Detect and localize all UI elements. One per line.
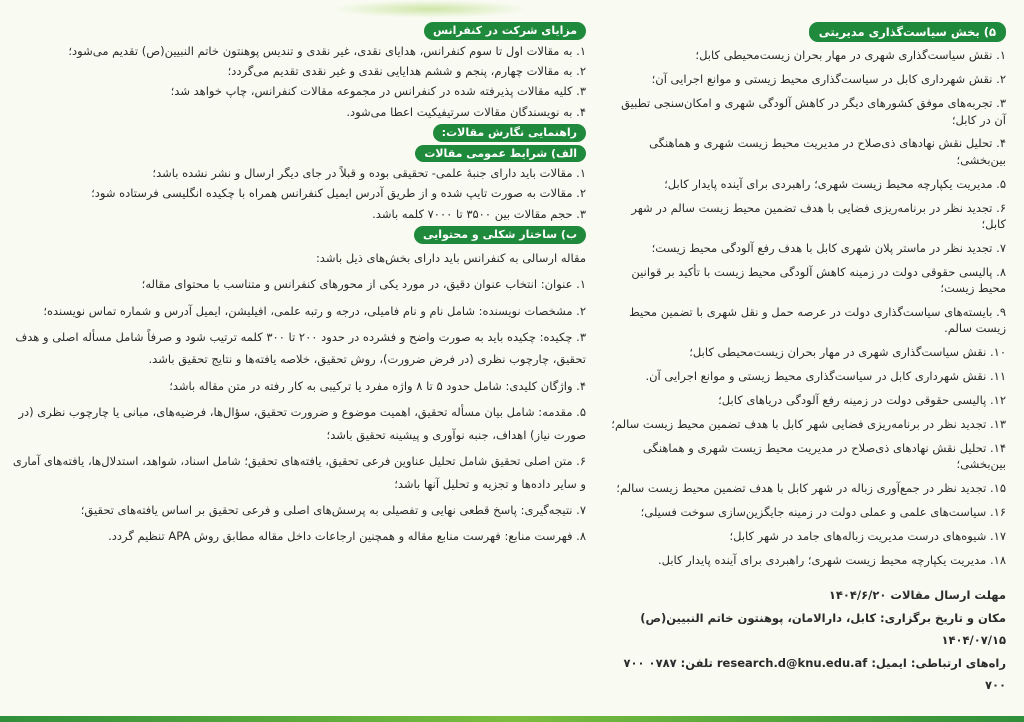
structure-list bbox=[12, 247, 586, 548]
list-item: ۷. تجدید نظر در ماستر پلان شهری کابل با هدف رفع آلودگی محیط زیست؛ bbox=[651, 240, 1006, 255]
list-item: ۳. کلیه مقالات پذیرفته شده در کنفرانس در مجموعه مقالات کنفرانس، چاپ خواهد شد؛ bbox=[170, 84, 586, 99]
bottom-accent-bar bbox=[0, 716, 1024, 722]
list-item: ۱. عنوان: انتخاب عنوان دقیق، در مورد یکی از محورهای کنفرانس و متناسب با محتوای مقاله؛ bbox=[141, 277, 586, 292]
structure-title: ب) ساختار شکلی و محتوایی bbox=[414, 226, 586, 244]
structure-intro: مقاله ارسالی به کنفرانس باید دارای بخش‌های ذیل باشد: bbox=[315, 250, 586, 265]
venue-and-date: مکان و تاریخ برگزاری: کابل، دارالامان، پوهنتون خاتم النبیین(ص) ۱۴۰۴/۰۷/۱۵ bbox=[640, 610, 1006, 648]
list-item: ۲. مقالات به صورت تایپ شده و از طریق آدرس ایمیل کنفرانس همراه با چکیده انگلیسی فرستاده شود؛ bbox=[91, 186, 586, 201]
list-item: ۱۷. شیوه‌های درست مدیریت زباله‌های جامد در شهر کابل؛ bbox=[729, 529, 1006, 544]
list-item: ۱۰. نقش سیاست‌گذاری شهری در مهار بحران زیست‌محیطی کابل؛ bbox=[689, 345, 1006, 360]
list-item: ۴. به نویسندگان مقالات سرتیفیکیت اعطا می‌شود. bbox=[346, 104, 586, 119]
list-item: ۴. تحلیل نقش نهادهای ذی‌صلاح در مدیریت محیط زیست شهری و هماهنگی بین‌بخشی؛ bbox=[649, 136, 1006, 167]
list-item: ۲. به مقالات چهارم، پنجم و ششم هدایایی نقدی و غیر نقدی تقدیم می‌گردد؛ bbox=[227, 63, 586, 78]
list-item: ۱۴. تحلیل نقش نهادهای ذی‌صلاح در مدیریت محیط زیست شهری و هماهنگی بین‌بخشی؛ bbox=[642, 440, 1006, 472]
phone-number: تلفن: ۰۷۸۷ ۷۰۰ ۷۰۰ bbox=[623, 655, 1006, 692]
list-item: ۷. نتیجه‌گیری: پاسخ قطعی نهایی و تفصیلی به پرسش‌های اصلی و فرعی تحقیق بر اساس یافته‌های تحقیق؛ bbox=[80, 502, 586, 517]
benefits-title: مزایای شرکت در کنفرانس bbox=[424, 22, 586, 40]
list-item: ۴. واژگان کلیدی: شامل حدود ۵ تا ۸ واژه مفرد یا ترکیبی به کار رفته در متن مقاله باشد؛ bbox=[169, 378, 586, 393]
email-link[interactable]: research.d@knu.edu.af bbox=[716, 655, 868, 670]
list-item: ۳. حجم مقالات بین ۳۵۰۰ تا ۷۰۰۰ کلمه باشد. bbox=[372, 206, 586, 221]
policy-topics-list bbox=[608, 47, 1006, 568]
submission-deadline: مهلت ارسال مقالات ۱۴۰۴/۶/۲۰ bbox=[828, 588, 1006, 603]
list-item: ۸. فهرست منابع: فهرست منابع مقاله و همچنین ارجاعات داخل مقاله مطابق روش APA تنظیم گردد. bbox=[108, 529, 586, 544]
list-item: ۱۳. تجدید نظر در برنامه‌ریزی فضایی شهر کابل با هدف تضمین محیط زیست سالم؛ bbox=[611, 417, 1006, 432]
list-item: ۱۸. مدیریت یکپارچه محیط زیست شهری؛ راهبردی برای آینده پایدار کابل. bbox=[657, 552, 1006, 567]
list-item: ۱. به مقالات اول تا سوم کنفرانس، هدایای نقدی، غیر نقدی و تندیس پوهنتون خاتم النبیین(ص) تقدیم می‌شود؛ bbox=[68, 43, 586, 58]
benefits-list bbox=[12, 43, 586, 120]
list-item: ۵. مدیریت یکپارچه محیط زیست شهری؛ راهبردی برای آینده پایدار کابل؛ bbox=[664, 176, 1006, 191]
writing-guide-title: راهنمایی نگارش مقالات: bbox=[433, 124, 586, 142]
general-conditions-title: الف) شرایط عمومی مقالات bbox=[415, 145, 586, 163]
list-item: ۱. مقالات باید دارای جنبهٔ علمی- تحقیقی بوده و قبلاً در جای دیگر ارسال و نشر نشده باشد؛ bbox=[152, 166, 586, 181]
list-item: ۸. پالیسی حقوقی دولت در زمینه کاهش آلودگی محیط زیست با تأکید بر قوانین محیط زیست؛ bbox=[631, 264, 1006, 296]
list-item: ۱۶. سیاست‌های علمی و عملی دولت در زمینه جایگزین‌سازی سوخت فسیلی؛ bbox=[640, 505, 1006, 520]
submission-guide bbox=[12, 22, 586, 552]
contact-label: راه‌های ارتباطی: ایمیل: bbox=[871, 655, 1006, 670]
list-item: ۲. مشخصات نویسنده: شامل نام و نام فامیلی، درجه و رتبه علمی، افیلیشن، ایمیل آدرس و شماره تماس نویسنده؛ bbox=[43, 303, 586, 318]
list-item: ۵. مقدمه: شامل بیان مسأله تحقیق، اهمیت موضوع و ضرورت تحقیق، سؤال‌ها، فرضیه‌های، مبانی یا چارچوب نظری (در صورت نیاز) اهداف، جنبه نوآوری و پیشینه تحقیق باشد؛ bbox=[18, 405, 586, 442]
list-item: ۶. متن اصلی تحقیق شامل تحلیل عناوین فرعی تحقیق، یافته‌های تحقیق؛ شامل اسناد، شواهد، استدلال‌ها، یافته‌های آماری و سایر داده‌ها و تجزیه و تحلیل آنها باشد؛ bbox=[12, 454, 586, 491]
general-conditions-list bbox=[12, 165, 586, 222]
contact-info bbox=[608, 652, 1006, 697]
top-leaf-decoration bbox=[330, 0, 530, 18]
list-item: ۳. چکیده: چکیده باید به صورت واضح و فشرده در حدود ۲۰۰ تا ۳۰۰ کلمه ترتیب شود و صرفاً شامل مسأله اصلی و هدف تحقیق، چارچوب نظری (در فرض ضرورت)، روش تحقیق، خلاصه یافته‌ها و نتایج تحقیق باشد. bbox=[15, 330, 586, 367]
list-item: ۳. تجربه‌های موفق کشورهای دیگر در کاهش آلودگی شهری و امکان‌سنجی تطبیق آن در کابل؛ bbox=[621, 96, 1006, 127]
list-item: ۱۵. تجدید نظر در جمع‌آوری زباله در شهر کابل با هدف تضمین محیط زیست سالم؛ bbox=[616, 481, 1006, 496]
event-info bbox=[608, 584, 1006, 696]
list-item: ۹. بایسته‌های سیاست‌گذاری دولت در عرصه حمل و نقل شهری با تضمین محیط زیست سالم. bbox=[629, 305, 1006, 336]
list-item: ۱۱. نقش شهرداری کابل در سیاست‌گذاری محیط زیستی و موانع اجرایی آن. bbox=[645, 369, 1006, 384]
list-item: ۱. نقش سیاست‌گذاری شهری در مهار بحران زیست‌محیطی کابل؛ bbox=[695, 48, 1006, 63]
list-item: ۶. تجدید نظر در برنامه‌ریزی فضایی با هدف تضمین محیط زیست سالم در شهر کابل؛ bbox=[631, 200, 1006, 231]
list-item: ۱۲. پالیسی حقوقی دولت در زمینه رفع آلودگی دریاهای کابل؛ bbox=[718, 393, 1006, 408]
policy-section-title: ۵) بخش سیاست‌گذاری مدیریتی bbox=[809, 22, 1006, 42]
list-item: ۲. نقش شهرداری کابل در سیاست‌گذاری محیط زیستی و موانع اجرایی آن؛ bbox=[651, 72, 1006, 87]
policy-section bbox=[608, 22, 1006, 696]
